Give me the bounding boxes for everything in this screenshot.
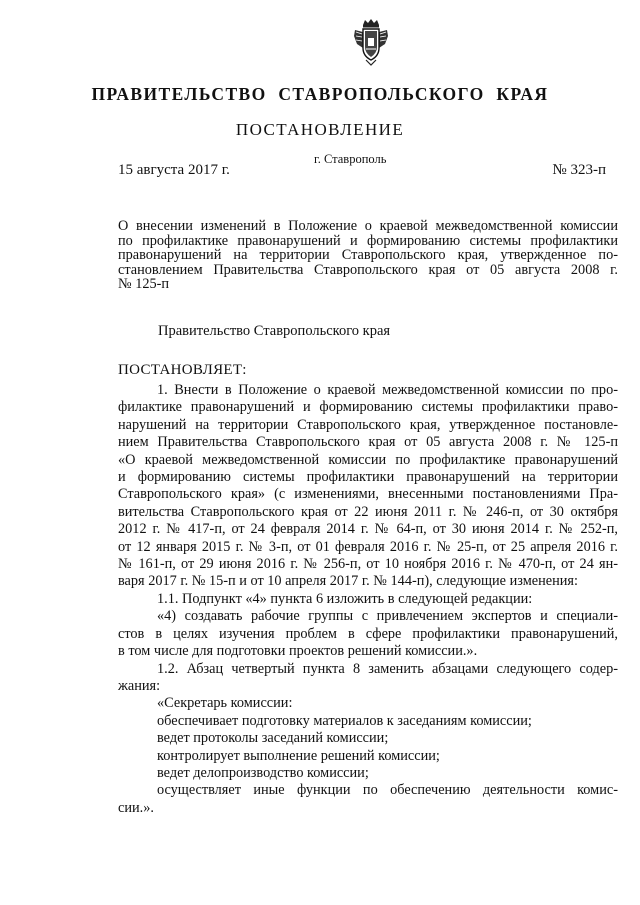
- document-city: г. Ставрополь: [314, 152, 387, 166]
- body-line: контролирует выполнение решений комиссии;: [157, 747, 440, 764]
- issuing-authority: Правительство Ставропольского края: [158, 323, 391, 339]
- body-line: 2012 г. № 417-п, от 24 февраля 2014 г. № 64-п, от 30 июня 2014 г. № 252-п,: [118, 521, 618, 538]
- coat-of-arms-icon: [353, 18, 389, 66]
- body-line: в том числе для подготовки проектов решений комиссии.».: [118, 643, 478, 660]
- body-line: стов в целях изучения проблем в сфере профилактики правонарушений,: [118, 625, 618, 642]
- body-line: и формированию системы профилактики правонарушений на территории: [118, 469, 618, 486]
- body-line: 1.1. Подпункт «4» пункта 6 изложить в следующей редакции:: [157, 590, 533, 607]
- body-line: осуществляет иные функции по обеспечению деятельности комис-: [157, 782, 618, 799]
- document-date: 15 августа 2017 г.: [118, 162, 230, 178]
- subject-line: по профилактике правонарушений и формированию системы профилактики: [118, 232, 618, 249]
- subject-line: становлением Правительства Ставропольского края от 05 августа 2008 г.: [118, 261, 618, 278]
- body-line: 1.2. Абзац четвертый пункта 8 заменить абзацами следующего содер-: [157, 660, 618, 677]
- body-line: «4) создавать рабочие группы с привлечением экспертов и специали-: [157, 608, 618, 625]
- body-line: сии.».: [118, 799, 154, 816]
- subject-line: № 125-п: [118, 276, 170, 292]
- body-line: филактике правонарушений и формированию системы профилактики право-: [118, 399, 618, 416]
- body-line: нием Правительства Ставропольского края от 05 августа 2008 г. № 125-п: [118, 434, 618, 451]
- document-subject: [118, 219, 618, 292]
- body-line: «О краевой межведомственной комиссии по профилактике правонарушений: [118, 451, 618, 468]
- body-line: «Секретарь комиссии:: [157, 695, 293, 712]
- subject-line: правонарушений на территории Ставропольского края, утвержденное по-: [118, 247, 618, 263]
- body-line: варя 2017 г. № 15-п и от 10 апреля 2017 г. № 144-п), следующие изменения:: [118, 573, 578, 590]
- body-line: жания:: [118, 677, 161, 694]
- body-line: ведет делопроизводство комиссии;: [157, 764, 369, 781]
- document-number: № 323-п: [552, 162, 606, 178]
- body-line: от 12 января 2015 г. № 3-п, от 01 февраля 2016 г. № 25-п, от 25 апреля 2016 г.: [118, 538, 618, 555]
- government-title: ПРАВИТЕЛЬСТВО СТАВРОПОЛЬСКОГО КРАЯ: [91, 84, 549, 104]
- body-line: 1. Внести в Положение о краевой межведомственной комиссии по про-: [157, 382, 618, 398]
- subject-line: О внесении изменений в Положение о краевой межведомственной комиссии: [118, 218, 618, 234]
- body-line: вительства Ставропольского края от 22 июня 2011 г. № 246-п, от 30 октября: [118, 503, 618, 520]
- resolves-heading: ПОСТАНОВЛЯЕТ:: [118, 362, 247, 378]
- body-line: № 161-п, от 29 июня 2016 г. № 256-п, от 10 ноября 2016 г. № 470-п, от 24 ян-: [118, 556, 618, 573]
- document-type: ПОСТАНОВЛЕНИЕ: [235, 120, 405, 139]
- body-line: нарушений на территории Ставропольского края, утвержденное постановле-: [118, 416, 618, 433]
- document-body: [118, 382, 618, 817]
- body-line: обеспечивает подготовку материалов к заседаниям комиссии;: [157, 712, 532, 729]
- body-line: Ставропольского края» (с изменениями, внесенными постановлениями Пра-: [118, 486, 618, 503]
- body-line: ведет протоколы заседаний комиссии;: [157, 730, 389, 747]
